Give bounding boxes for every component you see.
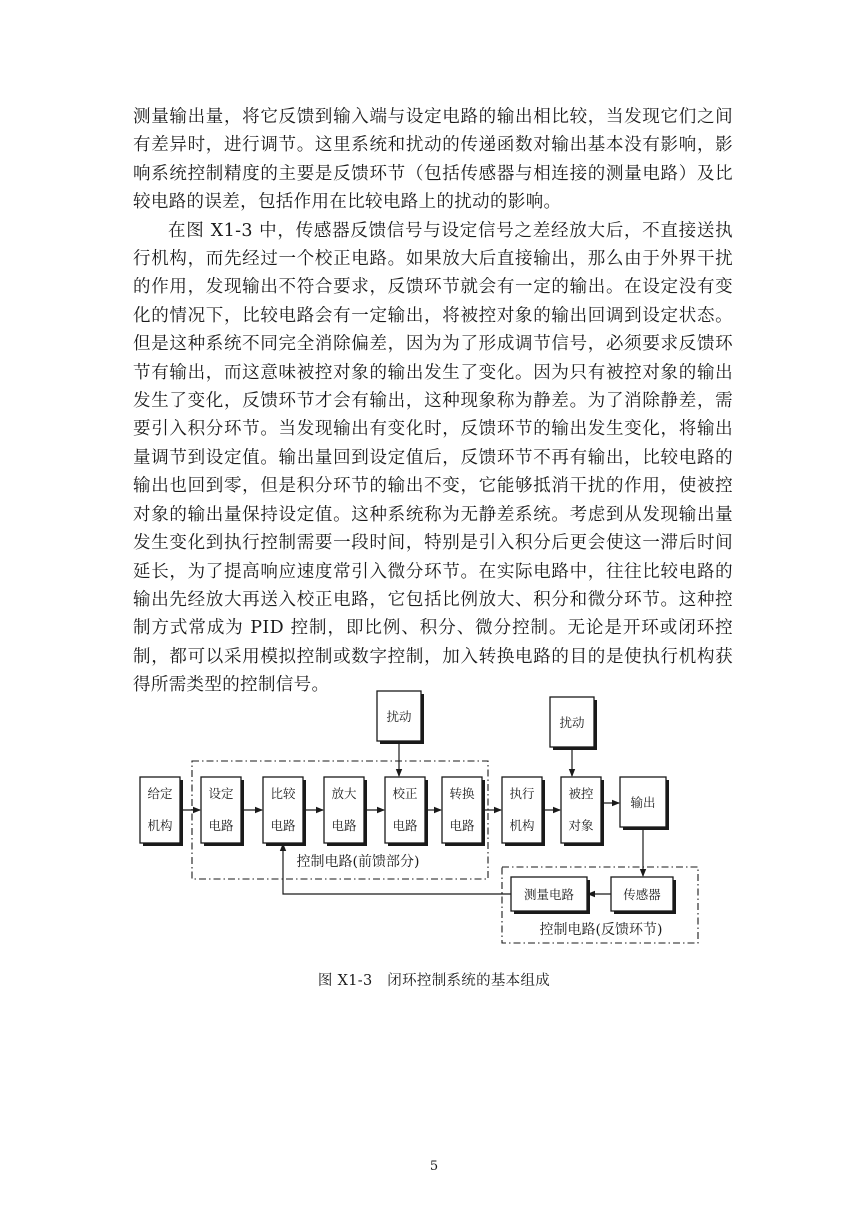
- block-given-line2: 机构: [147, 818, 173, 833]
- block-measure-label: 测量电路: [523, 887, 575, 902]
- block-disturbance-2-label: 扰动: [559, 715, 585, 730]
- block-convert-line2: 电路: [449, 818, 475, 833]
- block-sensor-label: 传感器: [623, 887, 661, 902]
- block-output: [620, 777, 666, 827]
- block-setting-line2: 电路: [208, 818, 234, 833]
- block-disturbance-1-label: 扰动: [386, 709, 412, 724]
- block-controlled-line2: 对象: [568, 818, 594, 833]
- paragraph-1: 测量输出量，将它反馈到输入端与设定电路的输出相比较，当发现它们之间有差异时，进行调节。这里系统和扰动的传递函数对输出基本没有影响，影响系统控制精度的主要是反馈环节（包括传感器与相连接的测量电路）及比较电路的误差，包括作用在比较电路上的扰动的影响。: [133, 107, 733, 213]
- block-given-line1: 给定: [147, 786, 173, 801]
- block-amplify: [324, 777, 364, 843]
- block-measure: [511, 877, 587, 911]
- block-sensor: [611, 877, 673, 911]
- block-correct: [385, 777, 425, 843]
- block-disturbance-1: [377, 691, 421, 741]
- block-convert: [442, 777, 482, 843]
- block-output-label: 输出: [630, 795, 656, 810]
- page-number: 5: [429, 1159, 439, 1174]
- block-setting: [201, 777, 241, 843]
- block-amplify-line1: 放大: [331, 786, 357, 801]
- block-compare-line2: 电路: [270, 818, 296, 833]
- block-correct-line2: 电路: [392, 818, 418, 833]
- block-actuator-line1: 执行: [509, 786, 535, 801]
- block-amplify-line2: 电路: [331, 818, 357, 833]
- paragraph-2: 在图 X1-3 中，传感器反馈信号与设定信号之差经放大后，不直接送执行机构，而先经过一个校正电路。如果放大后直接输出，那么由于外界干扰的作用，发现输出不符合要求，反馈环节就会有一定的输出。在设定没有变化的情况下，比较电路会有一定输出，将被控对象的输出回调到设定状态。但是这种系统不同完全消除偏差，因为为了形成调节信号，必须要求反馈环节有输出，而这意味被控对象的输出发生了变化。因为只有被控对象的输出发生了变化，反馈环节才会有输出，这种现象称为静差。为了消除静差，需要引入积分环节。当发现输出有变化时，反馈环节的输出发生变化，将输出量调节到设定值。输出量回到设定值后，反馈环节不再有输出，比较电路的输出也回到零，但是积分环节的输出不变，它能够抵消干扰的作用，使被控对象的输出量保持设定值。这种系统称为无静差系统。考虑到从发现输出量发生变化到执行控制需要一段时间，特别是引入积分后更会使这一滞后时间延长，为了提高响应速度常引入微分环节。在实际电路中，往往比较电路的输出先经放大再送入校正电路，它包括比例放大、积分和微分环节。这种控制方式常成为 PID 控制，即比例、积分、微分控制。无论是开环或闭环控制，都可以采用模拟控制或数字控制，加入转换电路的目的是使执行机构获得所需类型的控制信号。: [133, 220, 733, 696]
- block-compare: [263, 777, 303, 843]
- block-correct-line1: 校正: [392, 786, 418, 801]
- figure-caption: 图 X1-3 闭环控制系统的基本组成: [317, 973, 551, 989]
- block-given: [140, 777, 180, 843]
- block-compare-line1: 比较: [270, 786, 296, 801]
- block-setting-line1: 设定: [208, 786, 234, 801]
- block-controlled-object: [561, 777, 601, 843]
- block-actuator: [502, 777, 542, 843]
- feedforward-group-label: 控制电路(前馈部分): [296, 854, 420, 870]
- block-controlled-line1: 被控: [568, 786, 594, 801]
- block-disturbance-2: [550, 697, 594, 747]
- feedback-group-label: 控制电路(反馈环节): [539, 922, 663, 938]
- block-convert-line1: 转换: [449, 786, 475, 801]
- block-actuator-line2: 机构: [509, 818, 535, 833]
